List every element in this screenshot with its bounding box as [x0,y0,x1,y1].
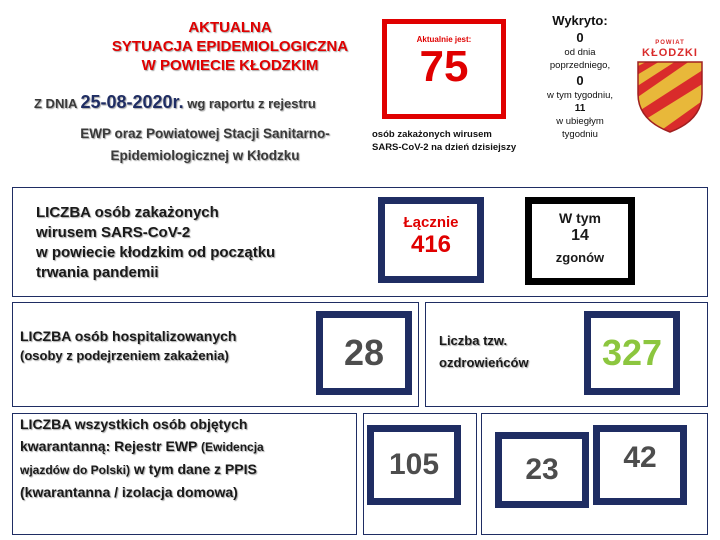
quarantine-total-value: 105 [388,448,440,481]
quarantine-label-line-2: kwarantanną: Rejestr EWP [20,438,198,454]
this-week-value: 0 [576,73,584,88]
detected-summary [530,12,630,141]
detected-colon: : [603,13,608,28]
svg-text:POWIAT: POWIAT [655,40,685,46]
current-cases-value: 75 [419,42,469,91]
quarantine-label-line-4: (kwarantanna / izolacja domowa) [20,484,238,500]
deaths-prefix: W tym [559,210,601,226]
detected-title: Wykryto [552,13,604,28]
quarantine-label-line-2-small: (Ewidencja [201,440,264,454]
quarantine-label-line-3-small: wjazdów do Polski) [20,463,131,477]
hospitalized-box [316,311,412,395]
since-last-line-2: poprzedniego, [549,60,611,71]
since-last-line-1: od dnia [564,47,596,58]
infected-label [36,203,336,283]
recovered-label [439,330,579,374]
current-caption-line-2: SARS-CoV-2 na dzień dzisiejszy [372,142,517,153]
infected-label-line-3: w powiecie kłodzkim od początku [36,244,276,261]
date-suffix: wg raportu z rejestru [187,96,316,111]
current-caption-line-1: osób zakażonych wirusem [372,129,492,140]
title-line-1: AKTUALNA [188,19,272,36]
quarantine-b-value: 42 [623,441,657,474]
infected-label-line-4: trwania pandemii [36,264,159,281]
current-cases-caption [372,128,532,154]
last-week-line-2: tygodniu [562,129,598,140]
report-date-line [34,92,394,113]
infected-total-label: Łącznie [403,214,459,231]
recovered-label-line-2: ozdrowieńców [439,355,529,370]
county-crest-logo [632,34,708,134]
source-line-2: Epidemiologicznej w Kłodzku [110,148,300,163]
report-source [40,123,370,167]
quarantine-a-box [495,432,589,508]
deaths-suffix: zgonów [555,250,605,265]
deaths-box [525,197,635,285]
hospitalized-label-line-2: (osoby z podejrzeniem zakażenia) [20,348,229,363]
hospitalized-label-line-1: LICZBA osób hospitalizowanych [20,328,237,344]
date-prefix: Z DNIA [34,96,77,111]
since-last-value: 0 [576,30,584,45]
current-cases-box [382,19,506,119]
recovered-label-line-1: Liczba tzw. [439,333,508,348]
title-line-3: W POWIECIE KŁODZKIM [141,57,319,74]
quarantine-label-line-3: w tym dane z PPIS [133,461,257,477]
quarantine-b-box [593,425,687,505]
recovered-box [584,311,680,395]
svg-text:KŁODZKI: KŁODZKI [642,47,698,59]
quarantine-label [20,413,350,503]
quarantine-label-line-1: LICZBA wszystkich osób objętych [20,416,248,432]
infected-label-line-1: LICZBA osób zakażonych [36,204,219,221]
source-line-1: EWP oraz Powiatowej Stacji Sanitarno- [80,126,330,141]
quarantine-total-box [367,425,461,505]
page-title [40,18,420,75]
quarantine-a-value: 23 [525,453,559,486]
hospitalized-value: 28 [343,332,385,373]
recovered-value: 327 [601,332,663,373]
report-date: 25-08-2020r. [80,92,184,112]
infected-total-value: 416 [410,231,452,258]
this-week-label: w tym tygodniu, [547,90,613,101]
infected-label-line-2: wirusem SARS-CoV-2 [36,224,191,241]
deaths-value: 14 [571,227,589,244]
last-week-line-1: w ubiegłym [556,116,604,127]
last-week-value: 11 [574,103,586,114]
infected-total-box [378,197,484,283]
hospitalized-label [20,326,310,366]
title-line-2: SYTUACJA EPIDEMIOLOGICZNA [111,38,349,55]
current-cases-label: Aktualnie jest: [416,35,472,44]
